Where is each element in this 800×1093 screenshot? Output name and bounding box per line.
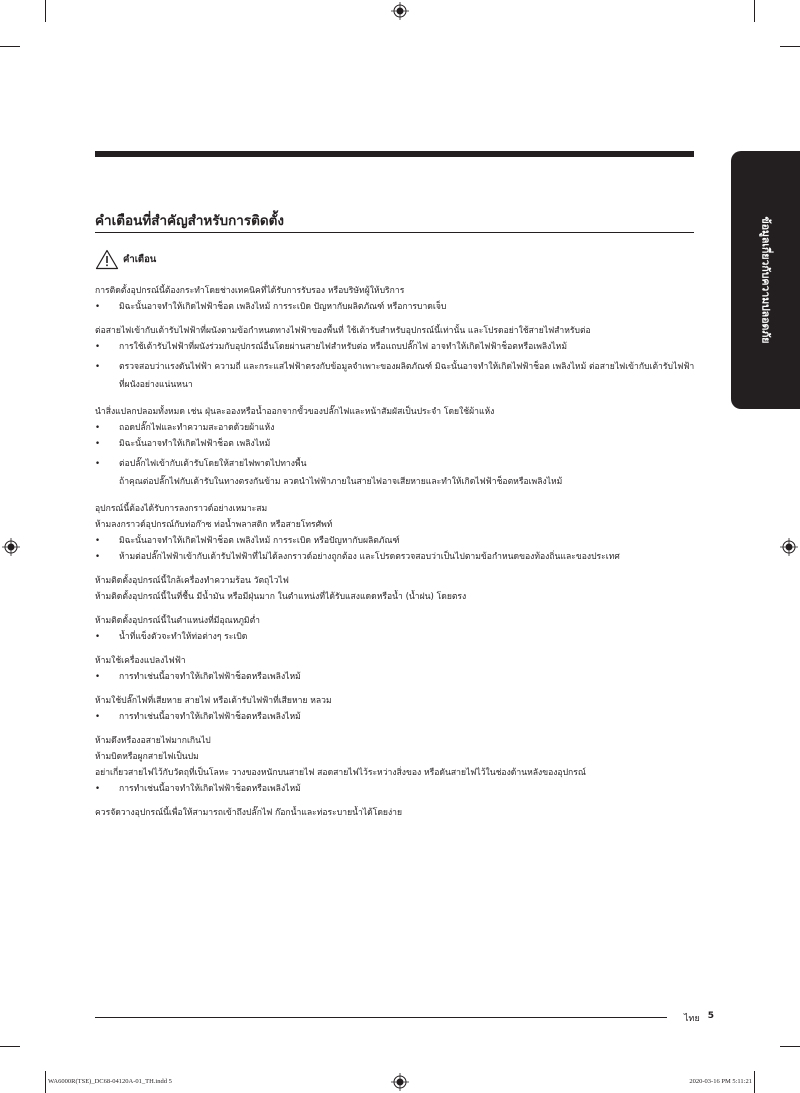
crop-mark [0, 1046, 20, 1047]
page-footer [684, 1011, 714, 1025]
registration-mark-icon [780, 538, 798, 556]
crop-mark [45, 1071, 46, 1093]
paragraph: ห้ามติดตั้งอุปกรณ์นี้ในที่ชื้น มีน้ำมัน หรือมีฝุ่นมาก ในตำแหน่งที่ได้รับแสงแดดหรือน้ำ (น้ำฝน) โดยตรง [95, 592, 467, 602]
title-divider [95, 232, 694, 233]
bullet-item [95, 712, 707, 723]
warning-label: คำเตือน [123, 254, 157, 265]
warning-block [95, 808, 707, 819]
paragraph: ห้ามติดตั้งอุปกรณ์นี้ใกล้เครื่องทำความร้อน วัตถุไวไฟ [95, 576, 289, 586]
bullet-item [95, 342, 707, 353]
bullet-item [95, 632, 707, 643]
warning-block [95, 504, 707, 563]
side-tab-label: ข้อมูลเกี่ยวกับความปลอดภัย [759, 216, 771, 344]
side-tab [731, 151, 800, 409]
paragraph: ห้ามติดตั้งอุปกรณ์นี้ในตำแหน่งที่มีอุณหภูมิต่ำ [95, 616, 260, 626]
registration-mark-icon [391, 1073, 409, 1091]
footer-language: ไทย [684, 1014, 700, 1024]
warning-triangle-icon [95, 249, 119, 270]
bullet-item [95, 784, 707, 795]
bullet-text: • ต่อปลั๊กไฟเข้ากับเต้ารับโดยให้สายไฟพาดไปทางพื้น [119, 459, 307, 469]
registration-mark-icon [391, 2, 409, 20]
crop-mark [45, 0, 46, 22]
bullet-text: • มิฉะนั้นอาจทำให้เกิดไฟฟ้าช็อต เพลิงไหม้ [119, 439, 271, 449]
paragraph: ห้ามดึงหรืองอสายไฟมากเกินไป [95, 736, 211, 746]
bullet-text: ถ้าคุณต่อปลั๊กไฟกับเต้ารับในทางตรงกันข้าม ลวดนำไฟฟ้าภายในสายไฟอาจเสียหายและทำให้เกิดไฟฟ้าช็อตหรือเพลิงไหม้ [119, 477, 563, 487]
warning-heading [95, 249, 156, 270]
warning-block [95, 616, 707, 643]
paragraph: ควรจัดวางอุปกรณ์นี้เพื่อให้สามารถเข้าถึงปลั๊กไฟ ก๊อกน้ำและท่อระบายน้ำได้โดยง่าย [95, 808, 402, 818]
warning-block [95, 736, 707, 795]
warning-block [95, 286, 707, 313]
paragraph: ห้ามใช้เครื่องแปลงไฟฟ้า [95, 656, 186, 666]
bullet-text: • น้ำที่แข็งตัวจะทำให้ท่อต่างๆ ระเบิด [119, 632, 248, 642]
bullet-item [95, 536, 707, 547]
crop-mark [754, 0, 755, 22]
bullet-text: • การทำเช่นนี้อาจทำให้เกิดไฟฟ้าช็อตหรือเพลิงไหม้ [119, 672, 301, 682]
crop-mark [0, 46, 20, 47]
bullet-text: • มิฉะนั้นอาจทำให้เกิดไฟฟ้าช็อต เพลิงไหม้ การระเบิด หรือปัญหากับผลิตภัณฑ์ [119, 536, 400, 546]
paragraph: ต่อสายไฟเข้ากับเต้ารับไฟฟ้าที่ผนังตามข้อกำหนดทางไฟฟ้าของพื้นที่ ใช้เต้ารับสำหรับอุปกรณ์นี้เท่านั้น และโปรดอย่าใช้สายไฟสำหรับต่อ [95, 326, 591, 336]
bullet-item [95, 302, 707, 313]
bullet-item [95, 552, 707, 563]
paragraph: การติดตั้งอุปกรณ์นี้ต้องกระทำโดยช่างเทคนิคที่ได้รับการรับรอง หรือบริษัทผู้ให้บริการ [95, 286, 405, 296]
paragraph: นำสิ่งแปลกปลอมทั้งหมด เช่น ฝุ่นละอองหรือน้ำออกจากขั้วของปลั๊กไฟและหน้าสัมผัสเป็นประจำ โดยใช้ผ้าแห้ง [95, 407, 495, 417]
slug-timestamp: 2020-03-16 PM 5:11:21 [689, 1078, 752, 1085]
warning-block [95, 326, 707, 394]
crop-mark [780, 1046, 800, 1047]
bullet-text: ที่ผนังอย่างแน่นหนา [119, 380, 193, 390]
bullet-text: • การทำเช่นนี้อาจทำให้เกิดไฟฟ้าช็อตหรือเพลิงไหม้ [119, 784, 301, 794]
bullet-text: • ตรวจสอบว่าแรงดันไฟฟ้า ความถี่ และกระแสไฟฟ้าตรงกับข้อมูลจำเพาะของผลิตภัณฑ์ มิฉะนั้นอาจทำให้เกิดไฟฟ้าช็อต เพลิงไหม้ ต่อสายไฟเข้ากับเต้ารับไฟฟ้า [119, 362, 695, 372]
bullet-text: • ห้ามต่อปลั๊กไฟฟ้าเข้ากับเต้ารับไฟฟ้าที่ไม่ได้ลงกราวด์อย่างถูกต้อง และโปรดตรวจสอบว่าเป็นไปตามข้อกำหนดของท้องถิ่นและของประเทศ [119, 552, 620, 562]
bullet-text: • ถอดปลั๊กไฟและทำความสะอาดด้วยผ้าแห้ง [119, 423, 275, 433]
section-title: คำเตือนที่สำคัญสำหรับการติดตั้ง [95, 213, 285, 229]
paragraph: ห้ามใช้ปลั๊กไฟที่เสียหาย สายไฟ หรือเต้ารับไฟฟ้าที่เสียหาย หลวม [95, 696, 332, 706]
warning-block [95, 656, 707, 683]
bullet-item [95, 439, 707, 450]
warning-block [95, 576, 707, 603]
crop-mark [780, 46, 800, 47]
paragraph: อุปกรณ์นี้ต้องได้รับการลงกราวด์อย่างเหมาะสม [95, 504, 268, 514]
bullet-item [95, 358, 707, 394]
header-bar [95, 151, 694, 157]
paragraph: ห้ามบิดหรือผูกสายไฟเป็นปม [95, 752, 199, 762]
paragraph: ห้ามลงกราวด์อุปกรณ์กับท่อก๊าซ ท่อน้ำพลาสติก หรือสายโทรศัพท์ [95, 520, 333, 530]
bullet-text: • การทำเช่นนี้อาจทำให้เกิดไฟฟ้าช็อตหรือเพลิงไหม้ [119, 712, 301, 722]
slug-file: WA6000R(TSE)_DC68-04120A-01_TH.indd 5 [48, 1078, 172, 1085]
warning-block [95, 696, 707, 723]
warning-content [95, 286, 707, 824]
bullet-text: • การใช้เต้ารับไฟฟ้าที่ผนังร่วมกับอุปกรณ์อื่นโดยผ่านสายไฟสำหรับต่อ หรือแถบปลั๊กไฟ อาจทำให้เกิดไฟฟ้าช็อตหรือเพลิงไหม้ [119, 342, 567, 352]
bullet-item [95, 423, 707, 434]
crop-mark [754, 1071, 755, 1093]
bullet-item [95, 672, 707, 683]
paragraph: อย่าเกี่ยวสายไฟไว้กับวัตถุที่เป็นโลหะ วางของหนักบนสายไฟ สอดสายไฟไว้ระหว่างสิ่งของ หรือดันสายไฟไว้ในช่องด้านหลังของอุปกรณ์ [95, 768, 586, 778]
footer-divider [95, 1017, 667, 1018]
bullet-text: • มิฉะนั้นอาจทำให้เกิดไฟฟ้าช็อต เพลิงไหม้ การระเบิด ปัญหากับผลิตภัณฑ์ หรือการบาดเจ็บ [119, 302, 447, 312]
page-number: 5 [707, 1011, 714, 1021]
registration-mark-icon [2, 538, 20, 556]
warning-block [95, 407, 707, 491]
bullet-item [95, 455, 707, 491]
